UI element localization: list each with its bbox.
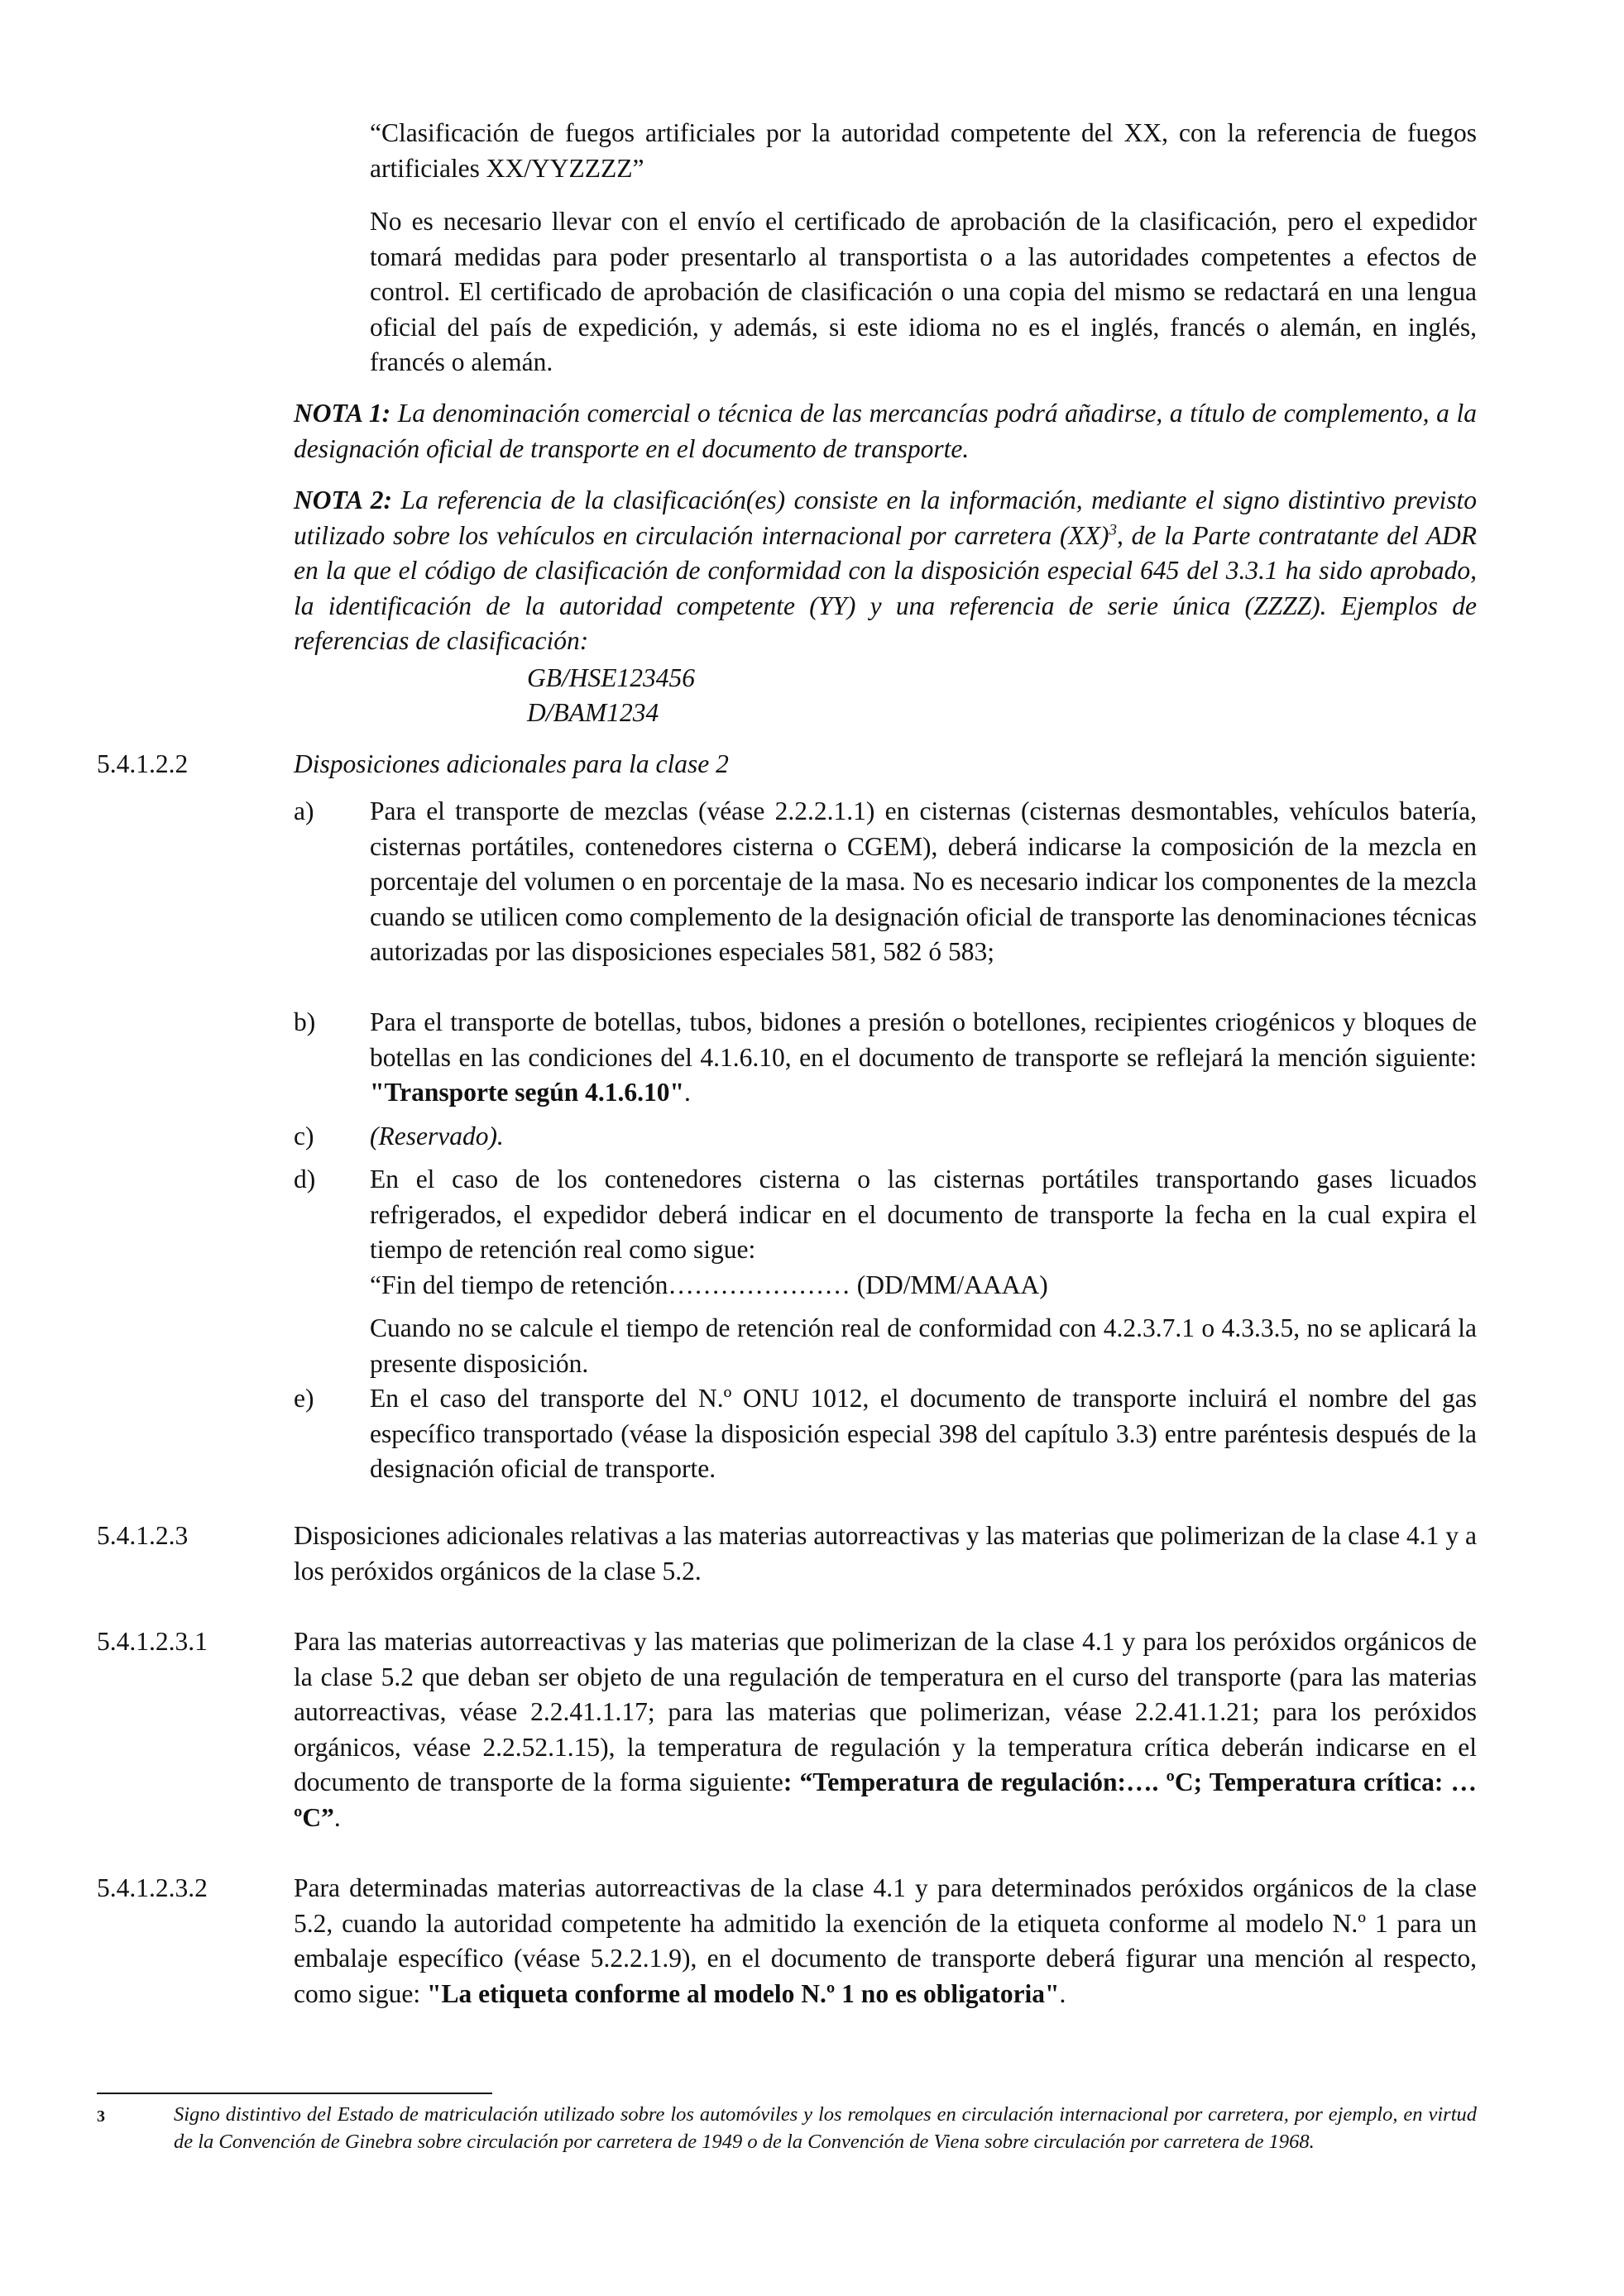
certificate-paragraph: No es necesario llevar con el envío el certificado de aprobación de la clasificación, pero el expedidor tomará medidas para poder presentarlo al transportista o a las autoridades competentes a efectos de control. El certificado de aprobación de clasificación o una copia del mismo se redactará en una lengua oficial del país de expedición, y además, si este idioma no es el inglés, francés o alemán, en inglés, francés o alemán. [370,207,1477,376]
example-reference: D/BAM1234 [527,698,659,727]
section-5-4-1-2-3-1-end: . [333,1802,341,1832]
section-number: 5.4.1.2.2 [97,749,189,778]
note-2-label: NOTA 2: [294,486,392,514]
section-5-4-1-2-3-1-body: Para las materias autorreactivas y las materias que polimerizan de la clase 4.1 y para los peróxidos orgánicos de la clase 5.2 que deban ser objeto de una regulación de temperatura en el curso del transporte (para las materias autorreactivas, véase 2.2.41.1.17; para las materias que polimerizan, véase 2.2.41.1.21; para los peróxidos orgánicos, véase 2.2.52.1.15), la temperatura de regulación y la temperatura crítica deberán indicarse en el documento de transporte de la forma siguiente [294,1627,1477,1796]
item-d-retention-line: “Fin del tiempo de retención………………… (DD/MM/AAAA) [370,1270,1048,1299]
note-1-label: NOTA 1: [294,399,391,428]
note-2-text-a: La referencia de la clasificación(es) consiste en la información, mediante el signo distintivo previsto utilizado sobre los vehículos en circulación internacional por carretera (XX) [294,486,1477,550]
section-5-4-1-2-3-2-body: Para determinadas materias autorreactivas de la clase 4.1 y para determinados peróxidos orgánicos de la clase 5.2, cuando la autoridad competente ha admitido la exención de la etiqueta conforme al modelo N.º 1 para un embalaje específico (véase 5.2.2.1.9), en el documento de transporte deberá figurar una mención al respecto, como sigue: [294,1873,1477,2008]
temperature-mention: : “Temperatura de regulación:…. ºC; Temperatura crítica: … ºC” [294,1767,1477,1832]
item-b-mention: "Transporte según 4.1.6.10" [370,1078,685,1107]
note-2 [294,483,1477,659]
item-b-text [370,1005,1477,1111]
section-5-4-1-2-3-2-text [294,1871,1477,2011]
item-e-text: En el caso del transporte del N.º ONU 1012, el documento de transporte incluirá el nombre del gas específico transportado (véase la disposición especial 398 del capítulo 3.3) entre paréntesis después de la designación oficial de transporte. [370,1384,1477,1483]
item-label-d: d) [294,1165,316,1193]
item-c-text: (Reservado). [370,1122,504,1150]
section-number: 5.4.1.2.3.1 [97,1627,208,1656]
section-5-4-1-2-3-1-text [294,1624,1477,1835]
item-label-e: e) [294,1384,314,1413]
footnote-ref: 3 [1109,521,1117,538]
item-label-b: b) [294,1007,316,1036]
footnote-text: Signo distintivo del Estado de matriculación utilizado sobre los automóviles y los remolques en circulación internacional por carretera, por ejemplo, en virtud de la Convención de Ginebra sobre circulación por carretera de 1949 o de la Convención de Viena sobre circulación por carretera de 1968. [174,2103,1477,2153]
item-label-c: c) [294,1122,314,1150]
section-5-4-1-2-3-2-end: . [1059,1978,1066,2008]
note-1 [294,396,1477,466]
item-label-a: a) [294,796,314,825]
section-heading: Disposiciones adicionales para la clase 2 [294,749,729,778]
item-b-body: Para el transporte de botellas, tubos, bidones a presión o botellones, recipientes criogénicos y bloques de botellas en las condiciones del 4.1.6.10, en el documento de transporte se reflejará la mención siguiente: [370,1007,1477,1072]
footnote-number: 3 [97,2107,105,2126]
item-a-text: Para el transporte de mezclas (véase 2.2.2.1.1) en cisternas (cisternas desmontables, vehículos batería, cisternas portátiles, contenedores cisterna o CGEM), deberá indicarse la composición de la mezcla en porcentaje del volumen o en porcentaje de la masa. No es necesario indicar los componentes de la mezcla cuando se utilicen como complemento de la designación oficial de transporte las denominaciones técnicas autorizadas por las disposiciones especiales 581, 582 ó 583; [370,796,1477,966]
label-exemption-mention: "La etiqueta conforme al modelo N.º 1 no es obligatoria" [426,1978,1060,2008]
note-1-text: La denominación comercial o técnica de las mercancías podrá añadirse, a título de complemento, a la designación oficial de transporte en el documento de transporte. [294,399,1477,463]
footnote-separator [97,2093,492,2094]
fireworks-classification-quote: “Clasificación de fuegos artificiales por la autoridad competente del XX, con la referencia de fuegos artificiales XX/YYZZZZ” [370,118,1477,183]
item-d-note: Cuando no se calcule el tiempo de retención real de conformidad con 4.2.3.7.1 o 4.3.3.5, no se aplicará la presente disposición. [370,1313,1477,1378]
note-2-text-b: , de la Parte contratante del ADR en la que el código de clasificación de conformidad con la disposición especial 645 del 3.3.1 ha sido aprobado, la identificación de la autoridad competente (YY) y una referencia de serie única (ZZZZ). Ejemplos de referencias de clasificación: [294,520,1477,655]
section-number: 5.4.1.2.3.2 [97,1873,208,1902]
section-number: 5.4.1.2.3 [97,1521,189,1550]
item-d-text: En el caso de los contenedores cisterna o las cisternas portátiles transportando gases licuados refrigerados, el expedidor deberá indicar en el documento de transporte la fecha en la cual expira el tiempo de retención real como sigue: [370,1165,1477,1264]
example-reference: GB/HSE123456 [527,663,695,692]
section-5-4-1-2-3-text: Disposiciones adicionales relativas a las materias autorreactivas y las materias que polimerizan de la clase 4.1 y a los peróxidos orgánicos de la clase 5.2. [294,1521,1477,1586]
item-b-end: . [684,1078,691,1107]
